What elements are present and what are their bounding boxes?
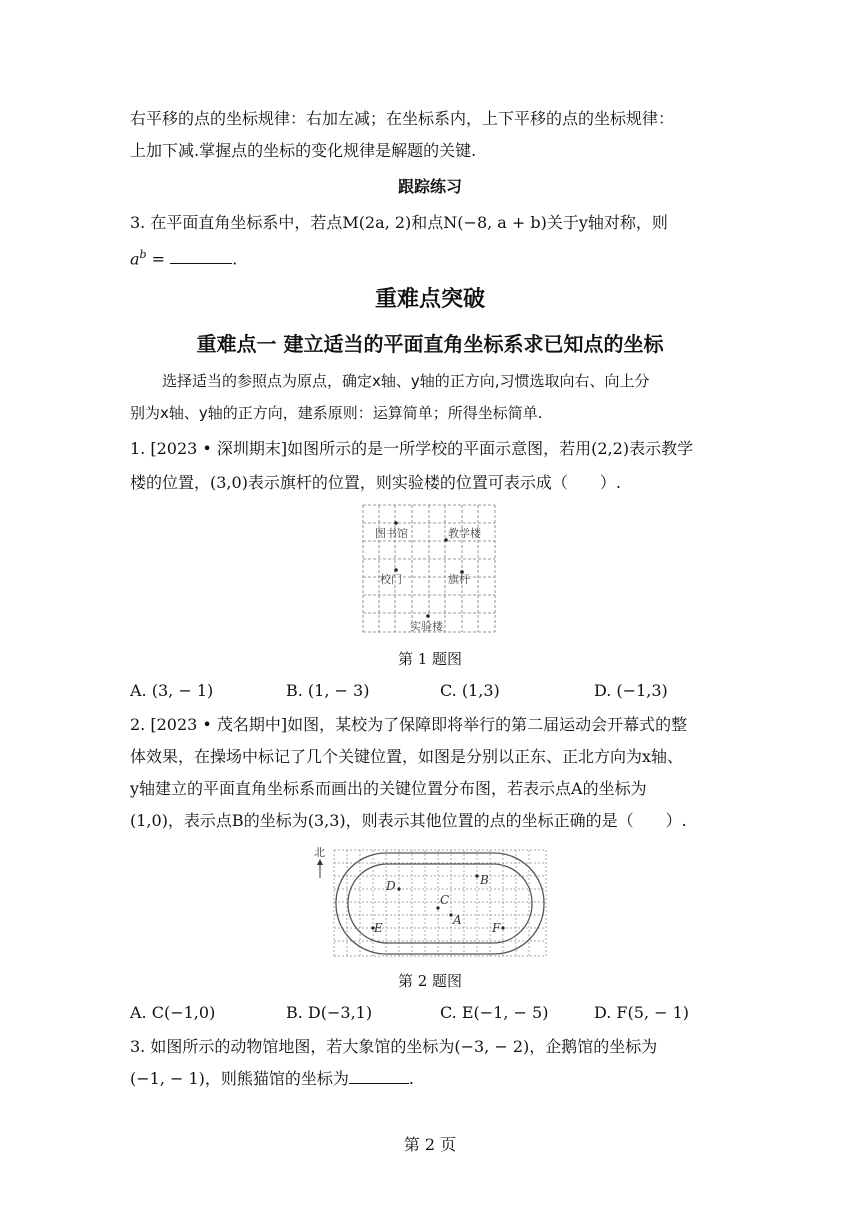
intro-line-1: 右平移的点的坐标规律：右加左减；在坐标系内，上下平移的点的坐标规律： [130,109,675,128]
section-subtitle: 重难点一 建立适当的平面直角坐标系求已知点的坐标 [196,332,664,356]
q2-line-4: (1,0)，表示点B的坐标为(3,3)，则表示其他位置的点的坐标正确的是（ ）. [130,811,687,830]
section-desc-2: 别为x轴、y轴的正方向，建系原则：运算简单；所得坐标简单. [130,404,543,422]
teaching-building-label: 教学楼 [448,527,481,540]
lab-building-dot [426,614,430,618]
point-b-label: B [480,873,489,887]
equals: = [146,249,171,269]
q2-line-2: 体效果，在操场中标记了几个关键位置，如图是分别以正东、正北方向为x轴、 [130,747,684,766]
q2-option-c: C. E(−1, − 5) [440,1003,549,1022]
intro-line-2: 上加下减.掌握点的坐标的变化规律是解题的关键. [130,141,477,160]
point-f-label: F [492,921,501,935]
point-d-label: D [386,879,396,893]
library-label: 图书馆 [375,527,408,540]
q2-line-3: y轴建立的平面直角坐标系而画出的关键位置分布图，若表示点A的坐标为 [130,779,647,798]
north-arrow-icon [317,859,323,878]
point-b-dot [475,874,478,877]
point-c-label: C [440,893,450,907]
q2-option-b: B. D(−3,1) [286,1003,373,1022]
point-f-dot [501,926,504,929]
gate-label: 校门 [380,573,402,586]
q2-option-d: D. F(5, − 1) [594,1003,690,1022]
flagpole-label: 旗杆 [448,573,470,586]
q1-line-2: 楼的位置，(3,0)表示旗杆的位置，则实验楼的位置可表示成（ ）. [130,473,622,492]
lab-building-label: 实验楼 [410,620,443,633]
q1-option-b: B. (1, − 3) [286,681,370,700]
point-e-label: E [374,921,383,935]
q2-option-a: A. C(−1,0) [130,1003,216,1022]
north-label: 北 [314,846,325,859]
follow-q3-line-2 [130,244,237,270]
q1-caption: 第 1 题图 [397,650,463,668]
q3-answer-blank [349,1069,409,1084]
q1-line-1: 1. [2023 • 深圳期末]如图所示的是一所学校的平面示意图，若用(2,2)表示教学 [130,439,694,458]
var-a: a [130,249,140,269]
q1-option-a: A. (3, − 1) [130,681,214,700]
page-number: 第 2 页 [403,1135,457,1154]
q1-option-c: C. (1,3) [440,681,500,700]
library-dot [394,521,398,525]
answer-blank [170,249,232,264]
q3-line-2 [130,1068,414,1090]
q2-line-1: 2. [2023 • 茂名期中]如图，某校为了保障即将举行的第二届运动会开幕式的整 [130,715,688,734]
q2-caption: 第 2 题图 [397,972,463,990]
q1-grid [363,505,495,632]
section-desc-1: 选择适当的参照点为原点，确定x轴、y轴的正方向,习惯选取向右、向上分 [162,372,650,390]
var-b: b [139,248,147,261]
follow-title: 跟踪练习 [397,177,462,196]
period: . [232,249,238,269]
q1-option-d: D. (−1,3) [594,681,668,700]
q3-period: . [408,1069,415,1088]
q1-school-map-figure [362,504,496,634]
gate-dot [394,568,398,572]
q3-line-2-text: (−1, − 1)，则熊猫馆的坐标为 [130,1069,349,1088]
section-title: 重难点突破 [374,286,485,312]
q3-line-1: 3. 如图所示的动物馆地图，若大象馆的坐标为(−3, − 2)，企鹅馆的坐标为 [130,1037,658,1056]
follow-q3-line-1: 3. 在平面直角坐标系中，若点M(2a, 2)和点N(−8, a + b)关于y轴对称，则 [130,213,668,232]
point-d-dot [397,887,400,890]
point-a-label: A [453,913,462,927]
q2-track-figure [310,844,548,960]
